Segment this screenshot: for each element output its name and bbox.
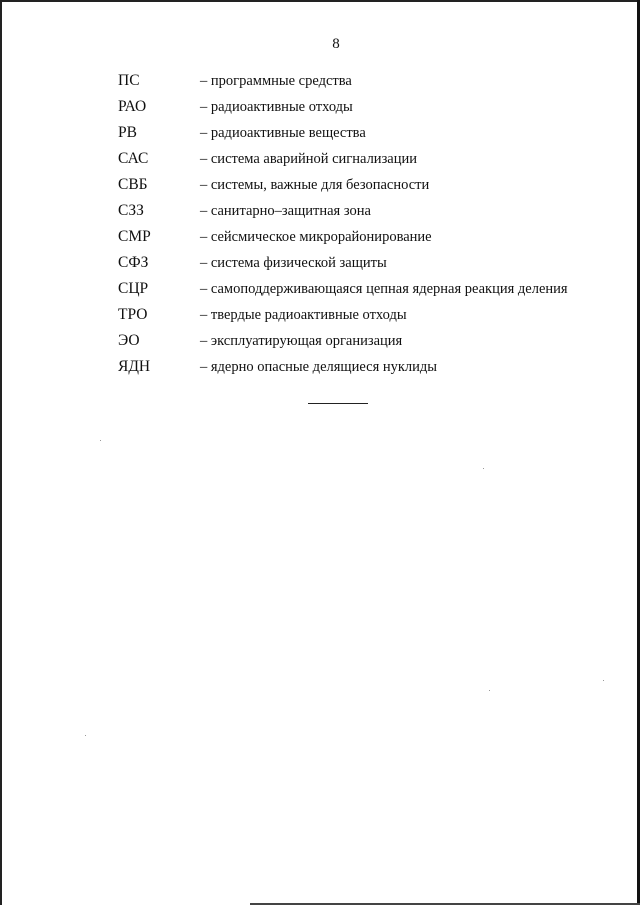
definition: – радиоактивные вещества [200, 125, 366, 141]
abbreviation: ЭО [118, 332, 140, 349]
definition: – санитарно–защитная зона [200, 203, 371, 219]
list-item [118, 172, 598, 198]
list-item [118, 328, 598, 354]
abbreviation: ТРО [118, 306, 148, 323]
abbreviation: СМР [118, 228, 151, 245]
list-item [118, 94, 598, 120]
definition: – программные средства [200, 73, 352, 89]
scan-edge-top [0, 0, 640, 2]
scan-edge-left [0, 0, 2, 905]
definition: – эксплуатирующая организация [200, 333, 403, 349]
list-item [118, 198, 598, 224]
list-item [118, 250, 598, 276]
abbreviation: САС [118, 150, 149, 167]
abbreviation: ПС [118, 72, 140, 89]
page-number: 8 [332, 36, 340, 52]
abbreviation: РАО [118, 98, 147, 115]
list-item [118, 224, 598, 250]
abbreviation: СЗЗ [118, 202, 144, 219]
definition: – ядерно опасные делящиеся нуклиды [200, 359, 438, 375]
scan-speck [100, 440, 101, 441]
definition: – система физической защиты [200, 255, 387, 271]
list-item [118, 302, 598, 328]
abbreviation: СФЗ [118, 254, 149, 271]
list-item [118, 146, 598, 172]
scan-speck [489, 690, 490, 691]
definition: – самоподдерживающаяся цепная ядерная реакция деления [200, 281, 568, 297]
abbreviation: ЯДН [118, 358, 151, 375]
scan-speck [483, 468, 484, 469]
scan-speck [85, 735, 86, 736]
end-separator-line [308, 403, 368, 404]
list-item [118, 120, 598, 146]
list-item [118, 276, 598, 302]
definition: – сейсмическое микрорайонирование [200, 229, 432, 245]
definition: – система аварийной сигнализации [200, 151, 418, 167]
list-item [118, 354, 598, 380]
definition: – твердые радиоактивные отходы [200, 307, 407, 323]
abbreviation: РВ [118, 124, 137, 141]
abbreviation: СЦР [118, 280, 149, 297]
abbreviation: СВБ [118, 176, 148, 193]
abbreviation-list [118, 68, 598, 380]
definition: – радиоактивные отходы [200, 99, 353, 115]
scan-speck [603, 680, 604, 681]
definition: – системы, важные для безопасности [200, 177, 430, 193]
list-item [118, 68, 598, 94]
